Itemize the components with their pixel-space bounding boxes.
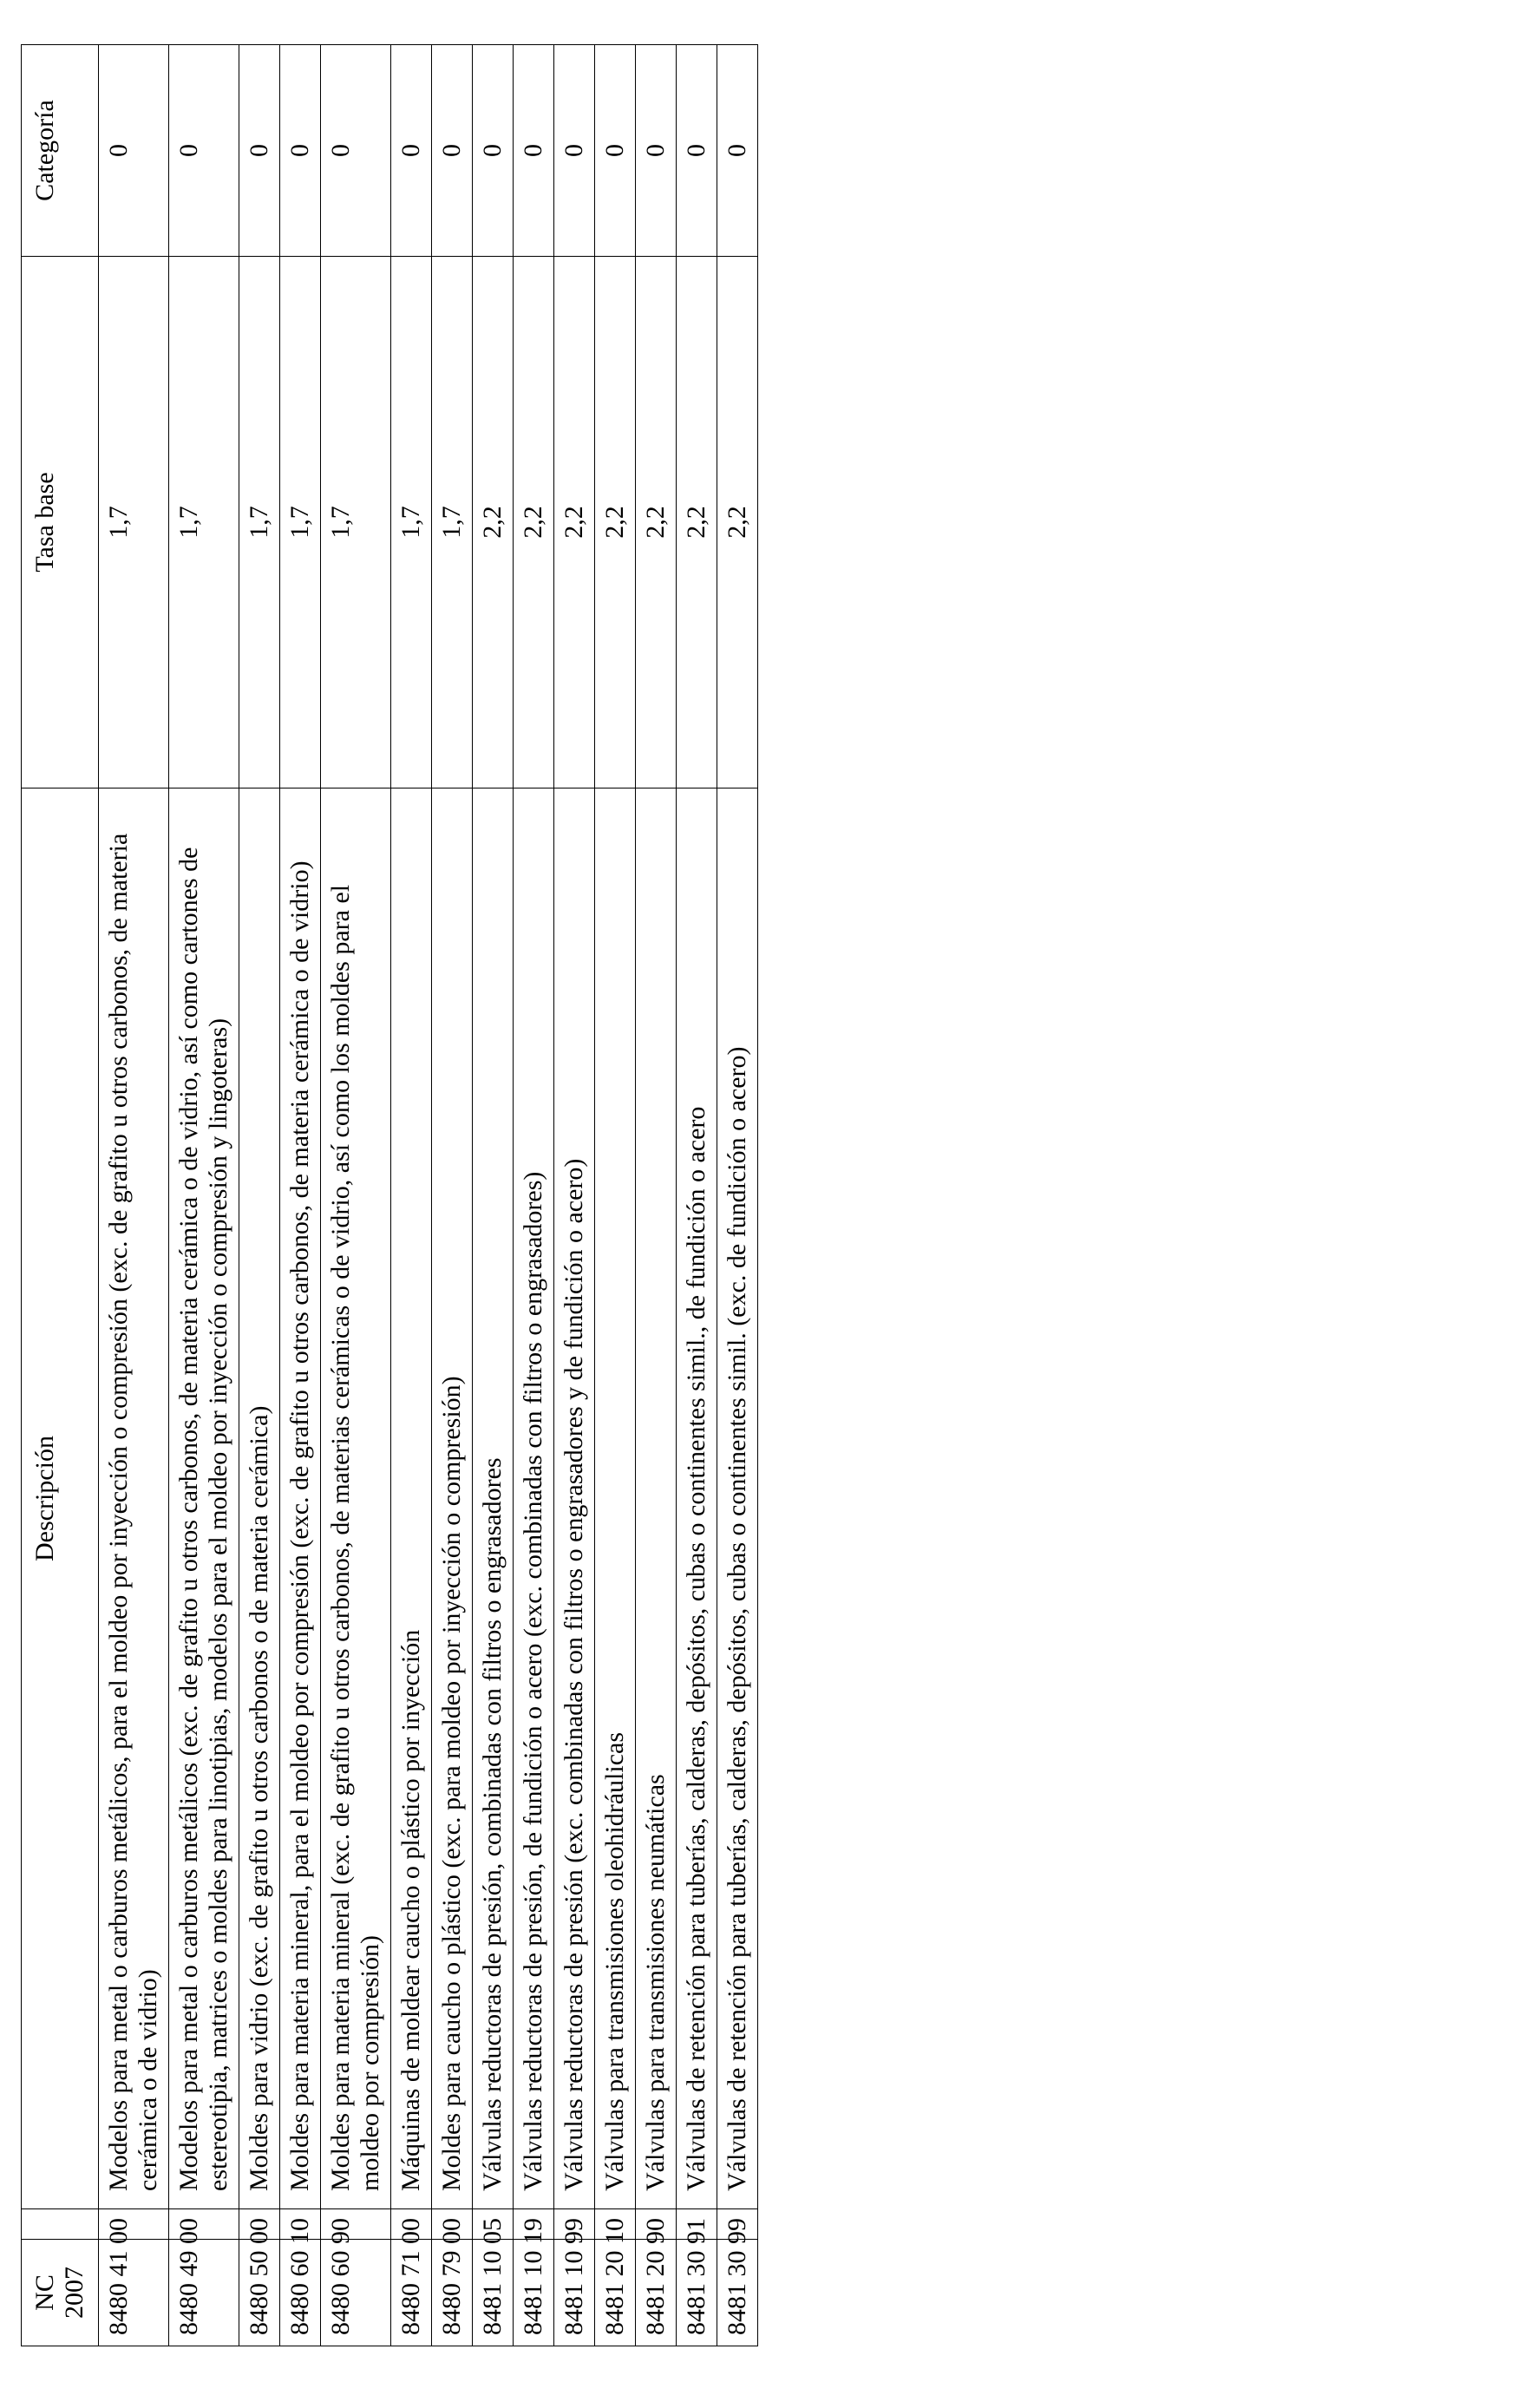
table-row [554, 45, 595, 2346]
cell-description: Válvulas para transmisiones neumáticas [636, 788, 677, 2209]
cell-category: 0 [595, 45, 636, 257]
cell-rate: 1,7 [321, 257, 391, 788]
cell-category: 0 [391, 45, 432, 257]
header-code: NC 2007 [22, 2240, 99, 2346]
table-row [432, 45, 473, 2346]
cell-category: 0 [677, 45, 717, 257]
table-row [636, 45, 677, 2346]
table-row [321, 45, 391, 2346]
table-row [473, 45, 514, 2346]
header-row [22, 45, 99, 2346]
cell-description: Moldes para materia mineral (exc. de grafito u otros carbonos, de materias cerámicas o de vidrio, así como los moldes para el moldeo por compresión) [321, 788, 391, 2209]
table-row [239, 45, 280, 2346]
cell-code: 8481 20 90 [636, 2240, 677, 2346]
table-row [280, 45, 321, 2346]
cell-description: Moldes para materia mineral, para el moldeo por compresión (exc. de grafito u otros carbonos, de materia cerámica o de vidrio) [280, 788, 321, 2209]
cell-rate: 2,2 [595, 257, 636, 788]
cell-code: 8481 30 91 [677, 2240, 717, 2346]
table-row [595, 45, 636, 2346]
cell-category: 0 [473, 45, 514, 257]
cell-code: 8480 79 00 [432, 2240, 473, 2346]
cell-rate: 2,2 [677, 257, 717, 788]
cell-code: 8480 49 00 [169, 2240, 239, 2346]
tariff-table [21, 44, 758, 2346]
cell-category: 0 [239, 45, 280, 257]
cell-category: 0 [280, 45, 321, 257]
cell-code: 8480 71 00 [391, 2240, 432, 2346]
cell-rate: 2,2 [514, 257, 554, 788]
cell-description: Máquinas de moldear caucho o plástico por inyección [391, 788, 432, 2209]
cell-rate: 1,7 [99, 257, 169, 788]
cell-rate: 1,7 [391, 257, 432, 788]
cell-rate: 2,2 [717, 257, 758, 788]
cell-rate: 2,2 [636, 257, 677, 788]
cell-description: Válvulas reductoras de presión (exc. combinadas con filtros o engrasadores y de fundición o acero) [554, 788, 595, 2209]
cell-description: Válvulas reductoras de presión, combinadas con filtros o engrasadores [473, 788, 514, 2209]
cell-category: 0 [99, 45, 169, 257]
cell-description: Modelos para metal o carburos metálicos, para el moldeo por inyección o compresión (exc. de grafito u otros carbonos, de materia cerámica o de vidrio) [99, 788, 169, 2209]
header-rate: Tasa base [22, 257, 99, 788]
cell-code: 8481 10 99 [554, 2240, 595, 2346]
cell-category: 0 [321, 45, 391, 257]
cell-code: 8481 20 10 [595, 2240, 636, 2346]
cell-rate: 1,7 [239, 257, 280, 788]
table-row [514, 45, 554, 2346]
cell-rate: 1,7 [432, 257, 473, 788]
cell-code: 8481 10 19 [514, 2240, 554, 2346]
cell-description: Válvulas de retención para tuberías, calderas, depósitos, cubas o continentes simil., de fundición o acero [677, 788, 717, 2209]
cell-code: 8480 41 00 [99, 2240, 169, 2346]
cell-category: 0 [432, 45, 473, 257]
cell-category: 0 [554, 45, 595, 257]
table-row [169, 45, 239, 2346]
cell-description: Moldes para caucho o plástico (exc. para moldeo por inyección o compresión) [432, 788, 473, 2209]
cell-code: 8481 10 05 [473, 2240, 514, 2346]
cell-description: Válvulas reductoras de presión, de fundición o acero (exc. combinadas con filtros o engrasadores) [514, 788, 554, 2209]
table-row [99, 45, 169, 2346]
table-row [717, 45, 758, 2346]
cell-category: 0 [514, 45, 554, 257]
cell-category: 0 [717, 45, 758, 257]
cell-description: Modelos para metal o carburos metálicos (exc. de grafito u otros carbonos, de materia cerámica o de vidrio, así como cartones de estereotipia, matrices o moldes para linotipias, modelos para el moldeo por inyección o compresión y lingoteras) [169, 788, 239, 2209]
table-row [677, 45, 717, 2346]
cell-description: Válvulas para transmisiones oleohidráulicas [595, 788, 636, 2209]
cell-code: 8480 60 90 [321, 2240, 391, 2346]
cell-code: 8481 30 99 [717, 2240, 758, 2346]
cell-description: Válvulas de retención para tuberías, calderas, depósitos, cubas o continentes simil. (exc. de fundición o acero) [717, 788, 758, 2209]
cell-category: 0 [169, 45, 239, 257]
header-category: Categoría [22, 45, 99, 257]
cell-category: 0 [636, 45, 677, 257]
cell-rate: 1,7 [169, 257, 239, 788]
cell-code: 8480 60 10 [280, 2240, 321, 2346]
header-description: Descripción [22, 788, 99, 2209]
cell-description: Moldes para vidrio (exc. de grafito u otros carbonos o de materia cerámica) [239, 788, 280, 2209]
header-gap [22, 2209, 99, 2240]
cell-rate: 2,2 [554, 257, 595, 788]
cell-rate: 2,2 [473, 257, 514, 788]
cell-code: 8480 50 00 [239, 2240, 280, 2346]
table-row [391, 45, 432, 2346]
cell-rate: 1,7 [280, 257, 321, 788]
